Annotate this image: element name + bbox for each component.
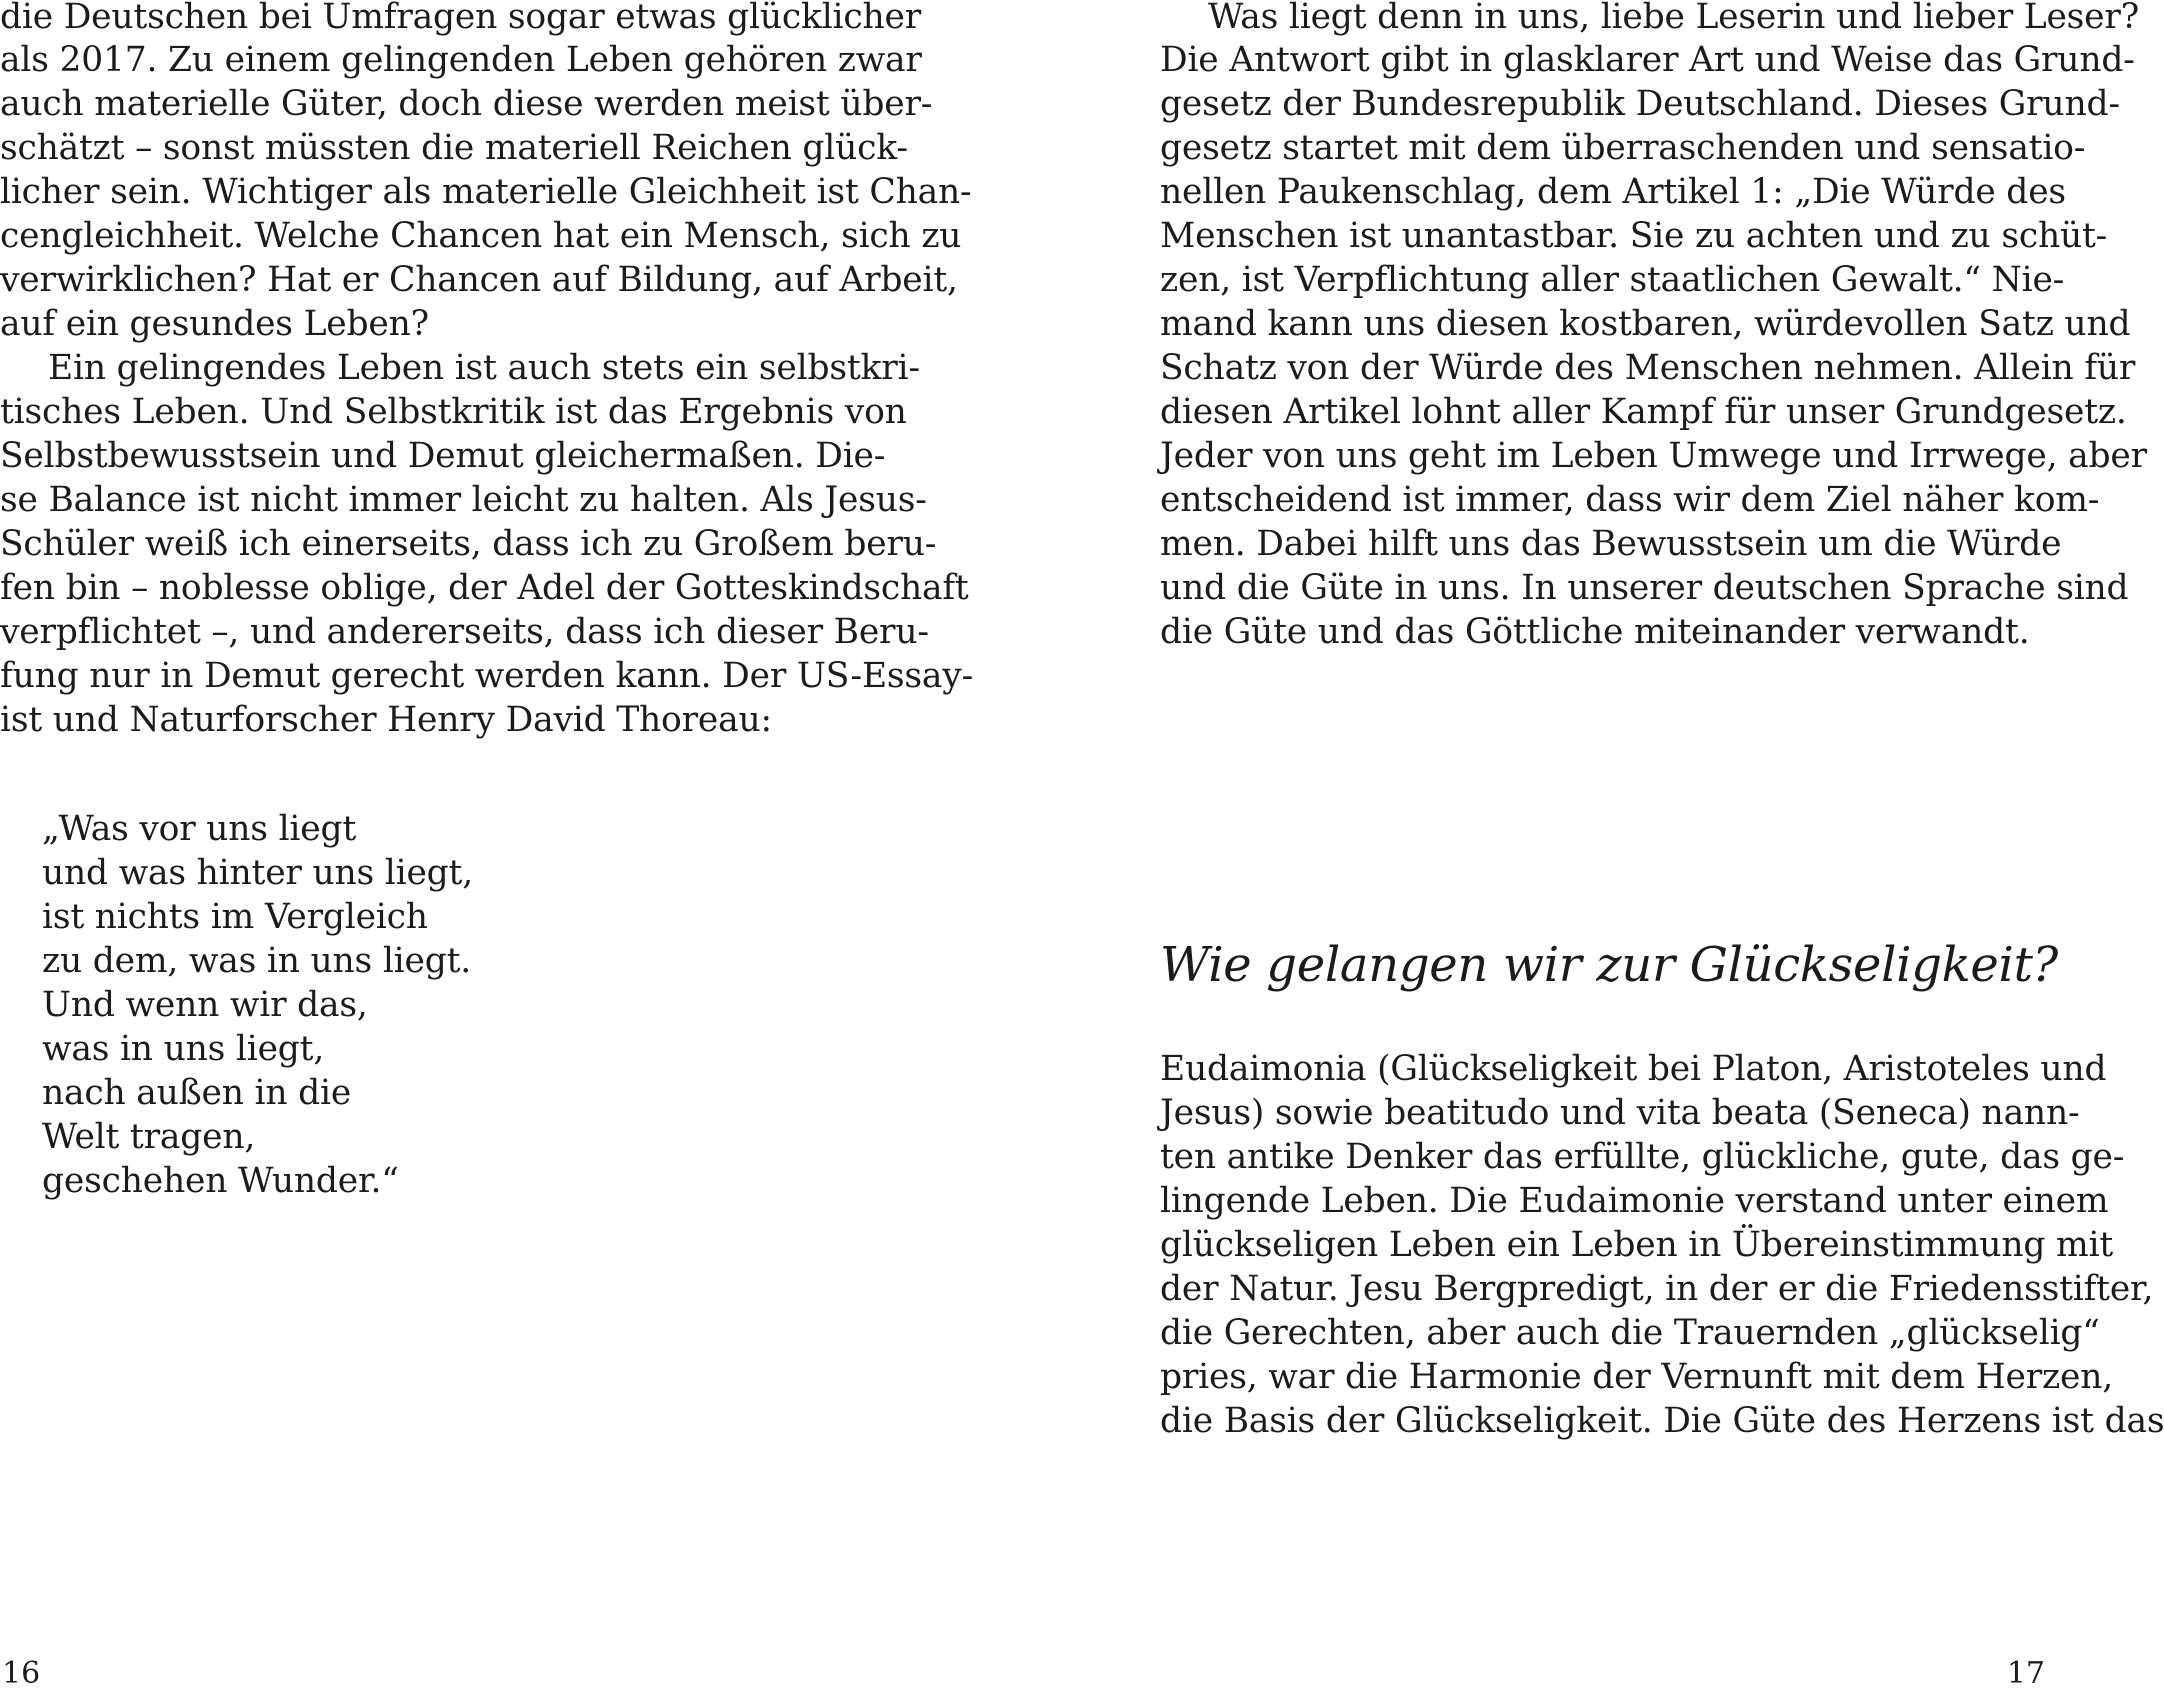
verse-line: und was hinter uns liegt,	[42, 853, 473, 893]
text-line: Was liegt denn in uns, liebe Leserin und lieber Leser?	[1208, 0, 2139, 37]
text-line: zen, ist Verpflichtung aller staatlichen Gewalt.“ Nie-	[1160, 260, 2065, 300]
text-line: fung nur in Demut gerecht werden kann. Der US-Essay-	[0, 656, 974, 696]
left-page	[0, 0, 974, 1693]
text-line: ist und Naturforscher Henry David Thoreau:	[0, 700, 772, 740]
text-line: Jesus) sowie beatitudo und vita beata (Seneca) nann-	[1160, 1093, 2080, 1133]
text-line: Jeder von uns geht im Leben Umwege und Irrwege, aber	[1160, 436, 2147, 476]
text-line: mand kann uns diesen kostbaren, würdevollen Satz und	[1160, 304, 2131, 344]
verse-line: Und wenn wir das,	[42, 985, 368, 1025]
text-line: Ein gelingendes Leben ist auch stets ein selbstkri-	[48, 348, 920, 388]
right-page	[1160, 0, 2164, 1693]
verse-line: ist nichts im Vergleich	[42, 897, 428, 937]
verse-line: was in uns liegt,	[42, 1029, 325, 1069]
text-line: als 2017. Zu einem gelingenden Leben gehören zwar	[0, 40, 922, 80]
text-line: Menschen ist unantastbar. Sie zu achten und zu schüt-	[1160, 216, 2108, 256]
text-line: der Natur. Jesu Bergpredigt, in der er die Friedensstifter,	[1160, 1269, 2154, 1309]
text-line: schätzt – sonst müssten die materiell Reichen glück-	[0, 128, 908, 168]
verse-line: geschehen Wunder.“	[42, 1161, 399, 1201]
text-line: Die Antwort gibt in glasklarer Art und Weise das Grund-	[1160, 40, 2135, 80]
text-line: Selbstbewusstsein und Demut gleichermaßen. Die-	[0, 436, 886, 476]
verse-line: nach außen in die	[42, 1073, 352, 1113]
page-number: 17	[2006, 1656, 2045, 1691]
section-heading: Wie gelangen wir zur Glückseligkeit?	[1160, 937, 2058, 993]
text-line: gesetz der Bundesrepublik Deutschland. Dieses Grund-	[1160, 84, 2120, 124]
text-line: die Gerechten, aber auch die Trauernden „glückselig“	[1160, 1313, 2100, 1353]
text-line: pries, war die Harmonie der Vernunft mit dem Herzen,	[1160, 1357, 2114, 1397]
verse-line: zu dem, was in uns liegt.	[42, 941, 472, 981]
verse-line: „Was vor uns liegt	[42, 809, 357, 849]
text-line: Schüler weiß ich einerseits, dass ich zu Großem beru-	[0, 524, 937, 564]
text-line: Eudaimonia (Glückseligkeit bei Platon, Aristoteles und	[1160, 1049, 2107, 1089]
text-line: lingende Leben. Die Eudaimonie verstand unter einem	[1160, 1181, 2109, 1221]
text-line: se Balance ist nicht immer leicht zu halten. Als Jesus-	[0, 480, 927, 520]
text-line: licher sein. Wichtiger als materielle Gleichheit ist Chan-	[0, 172, 972, 212]
text-line: ten antike Denker das erfüllte, glückliche, gute, das ge-	[1160, 1137, 2125, 1177]
page-number: 16	[2, 1656, 41, 1691]
text-line: cengleichheit. Welche Chancen hat ein Mensch, sich zu	[0, 216, 962, 256]
text-line: Schatz von der Würde des Menschen nehmen. Allein für	[1160, 348, 2136, 388]
text-line: fen bin – noblesse oblige, der Adel der Gotteskindschaft	[0, 568, 969, 608]
text-line: diesen Artikel lohnt aller Kampf für unser Grundgesetz.	[1160, 392, 2127, 432]
text-line: verpflichtet –, und andererseits, dass ich dieser Beru-	[0, 612, 929, 652]
text-line: auf ein gesundes Leben?	[0, 304, 429, 344]
text-line: glückseligen Leben ein Leben in Übereinstimmung mit	[1160, 1225, 2114, 1265]
verse-line: Welt tragen,	[42, 1117, 256, 1157]
text-line: und die Güte in uns. In unserer deutschen Sprache sind	[1160, 568, 2129, 608]
text-line: nellen Paukenschlag, dem Artikel 1: „Die Würde des	[1160, 172, 2066, 212]
text-line: gesetz startet mit dem überraschenden und sensatio-	[1160, 128, 2086, 168]
text-line: die Basis der Glückseligkeit. Die Güte des Herzens ist das	[1160, 1401, 2164, 1441]
text-line: men. Dabei hilft uns das Bewusstsein um die Würde	[1160, 524, 2062, 564]
text-line: entscheidend ist immer, dass wir dem Ziel näher kom-	[1160, 480, 2100, 520]
text-line: tisches Leben. Und Selbstkritik ist das Ergebnis von	[0, 392, 907, 432]
text-line: verwirklichen? Hat er Chancen auf Bildung, auf Arbeit,	[0, 260, 958, 300]
text-line: die Deutschen bei Umfragen sogar etwas glücklicher	[0, 0, 922, 37]
text-line: die Güte und das Göttliche miteinander verwandt.	[1160, 612, 2030, 652]
text-line: auch materielle Güter, doch diese werden meist über-	[0, 84, 933, 124]
